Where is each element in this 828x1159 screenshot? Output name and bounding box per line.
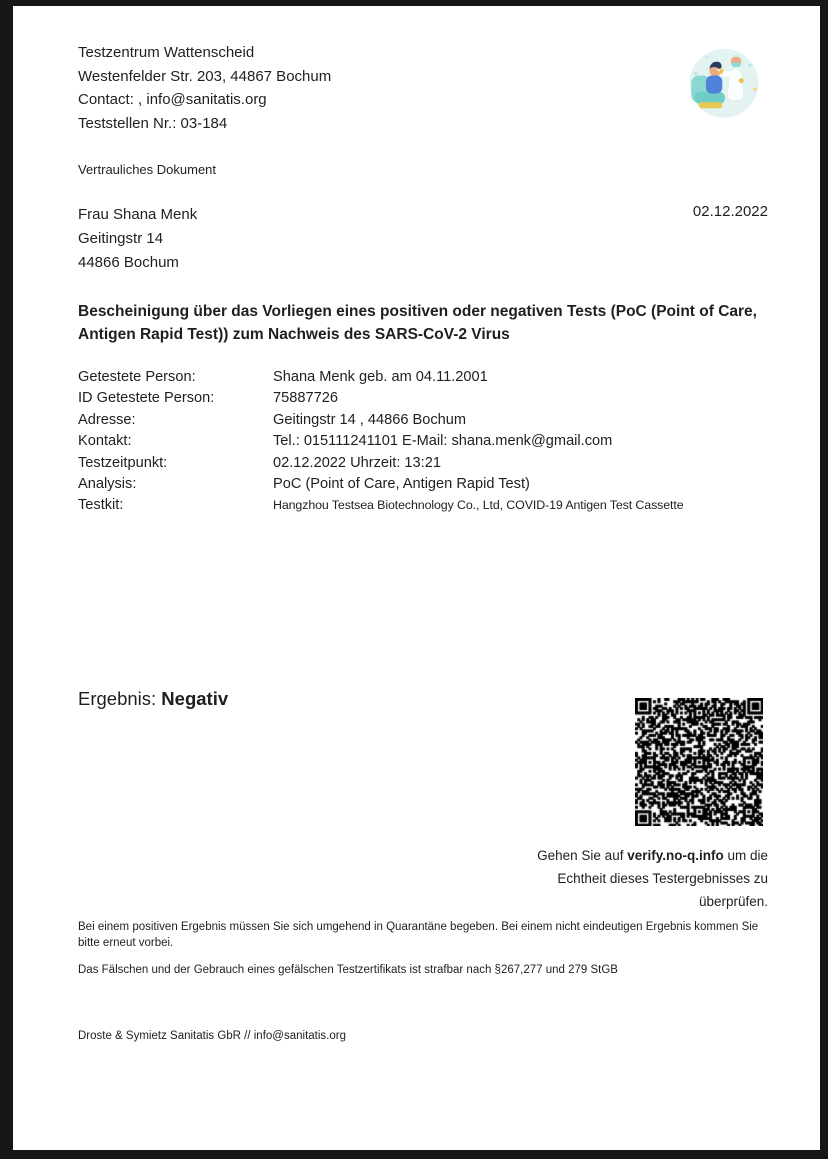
qr-code bbox=[635, 698, 763, 826]
detail-value: PoC (Point of Care, Antigen Rapid Test) bbox=[273, 476, 530, 493]
detail-value: Geitingstr 14 , 44866 Bochum bbox=[273, 411, 467, 428]
verify-suffix: um die Echtheit dieses Testergebnisses zu überprüfen. bbox=[557, 848, 768, 909]
issuer-station-number: Teststellen Nr.: 03-184 bbox=[78, 114, 228, 132]
result-line bbox=[78, 688, 228, 710]
detail-label: Testkit: bbox=[78, 497, 124, 514]
table-row bbox=[78, 367, 778, 388]
detail-value: 02.12.2022 Uhrzeit: 13:21 bbox=[273, 454, 441, 471]
table-row bbox=[78, 431, 778, 452]
issuer-org-name: Testzentrum Wattenscheid bbox=[78, 44, 255, 61]
issue-date: 02.12.2022 bbox=[692, 203, 768, 220]
issuer-header bbox=[78, 41, 331, 135]
recipient-street: Geitingstr 14 bbox=[78, 230, 164, 247]
swab-test-illustration-icon bbox=[681, 46, 767, 124]
note-legal: Das Fälschen und der Gebrauch eines gefälschen Testzertifikats ist strafbar nach §267,277 und 279 StGB bbox=[78, 964, 618, 976]
clinic-logo bbox=[681, 46, 767, 124]
recipient-city: 44866 Bochum bbox=[78, 254, 179, 271]
certificate-page bbox=[13, 6, 820, 1150]
test-details-table bbox=[78, 367, 778, 517]
certificate-title: Bescheinigung über das Vorliegen eines positiven oder negativen Tests (PoC (Point of Care, Antigen Rapid Test)) zum Nachweis des SARS-CoV-2 Virus bbox=[78, 303, 757, 343]
result-label: Ergebnis: bbox=[78, 688, 162, 709]
recipient-name: Frau Shana Menk bbox=[78, 206, 198, 223]
table-row bbox=[78, 410, 778, 431]
detail-value: 75887726 bbox=[273, 390, 338, 407]
detail-value: Tel.: 015111241101 E-Mail: shana.menk@gmail.com bbox=[273, 433, 613, 450]
result-value: Negativ bbox=[161, 688, 229, 709]
footer-company-line: Droste & Symietz Sanitatis GbR // info@sanitatis.org bbox=[78, 1030, 346, 1042]
confidential-label: Vertrauliches Dokument bbox=[78, 162, 217, 177]
issuer-address: Westenfelder Str. 203, 44867 Bochum bbox=[78, 67, 332, 85]
table-row bbox=[78, 474, 778, 495]
detail-label: Analysis: bbox=[78, 476, 137, 493]
table-row bbox=[78, 453, 778, 474]
table-row bbox=[78, 495, 778, 516]
verify-prefix: Gehen Sie auf bbox=[537, 848, 628, 863]
verify-instructions bbox=[496, 844, 768, 913]
detail-label: Testzeitpunkt: bbox=[78, 454, 168, 471]
detail-label: Getestete Person: bbox=[78, 369, 196, 385]
verify-domain: verify.no-q.info bbox=[627, 848, 724, 863]
detail-label: Adresse: bbox=[78, 411, 136, 428]
note-quarantine: Bei einem positiven Ergebnis müssen Sie sich umgehend in Quarantäne begeben. Bei einem nicht eindeutigen Ergebnis kommen Sie bitte erneut vorbei. bbox=[78, 921, 759, 949]
detail-label: ID Getestete Person: bbox=[78, 390, 215, 407]
recipient-block bbox=[78, 203, 197, 275]
table-row bbox=[78, 388, 778, 409]
detail-label: Kontakt: bbox=[78, 433, 132, 450]
issuer-contact: Contact: , info@sanitatis.org bbox=[78, 91, 267, 108]
detail-value: Hangzhou Testsea Biotechnology Co., Ltd, COVID-19 Antigen Test Cassette bbox=[273, 498, 684, 513]
detail-value: Shana Menk geb. am 04.11.2001 bbox=[273, 369, 488, 385]
